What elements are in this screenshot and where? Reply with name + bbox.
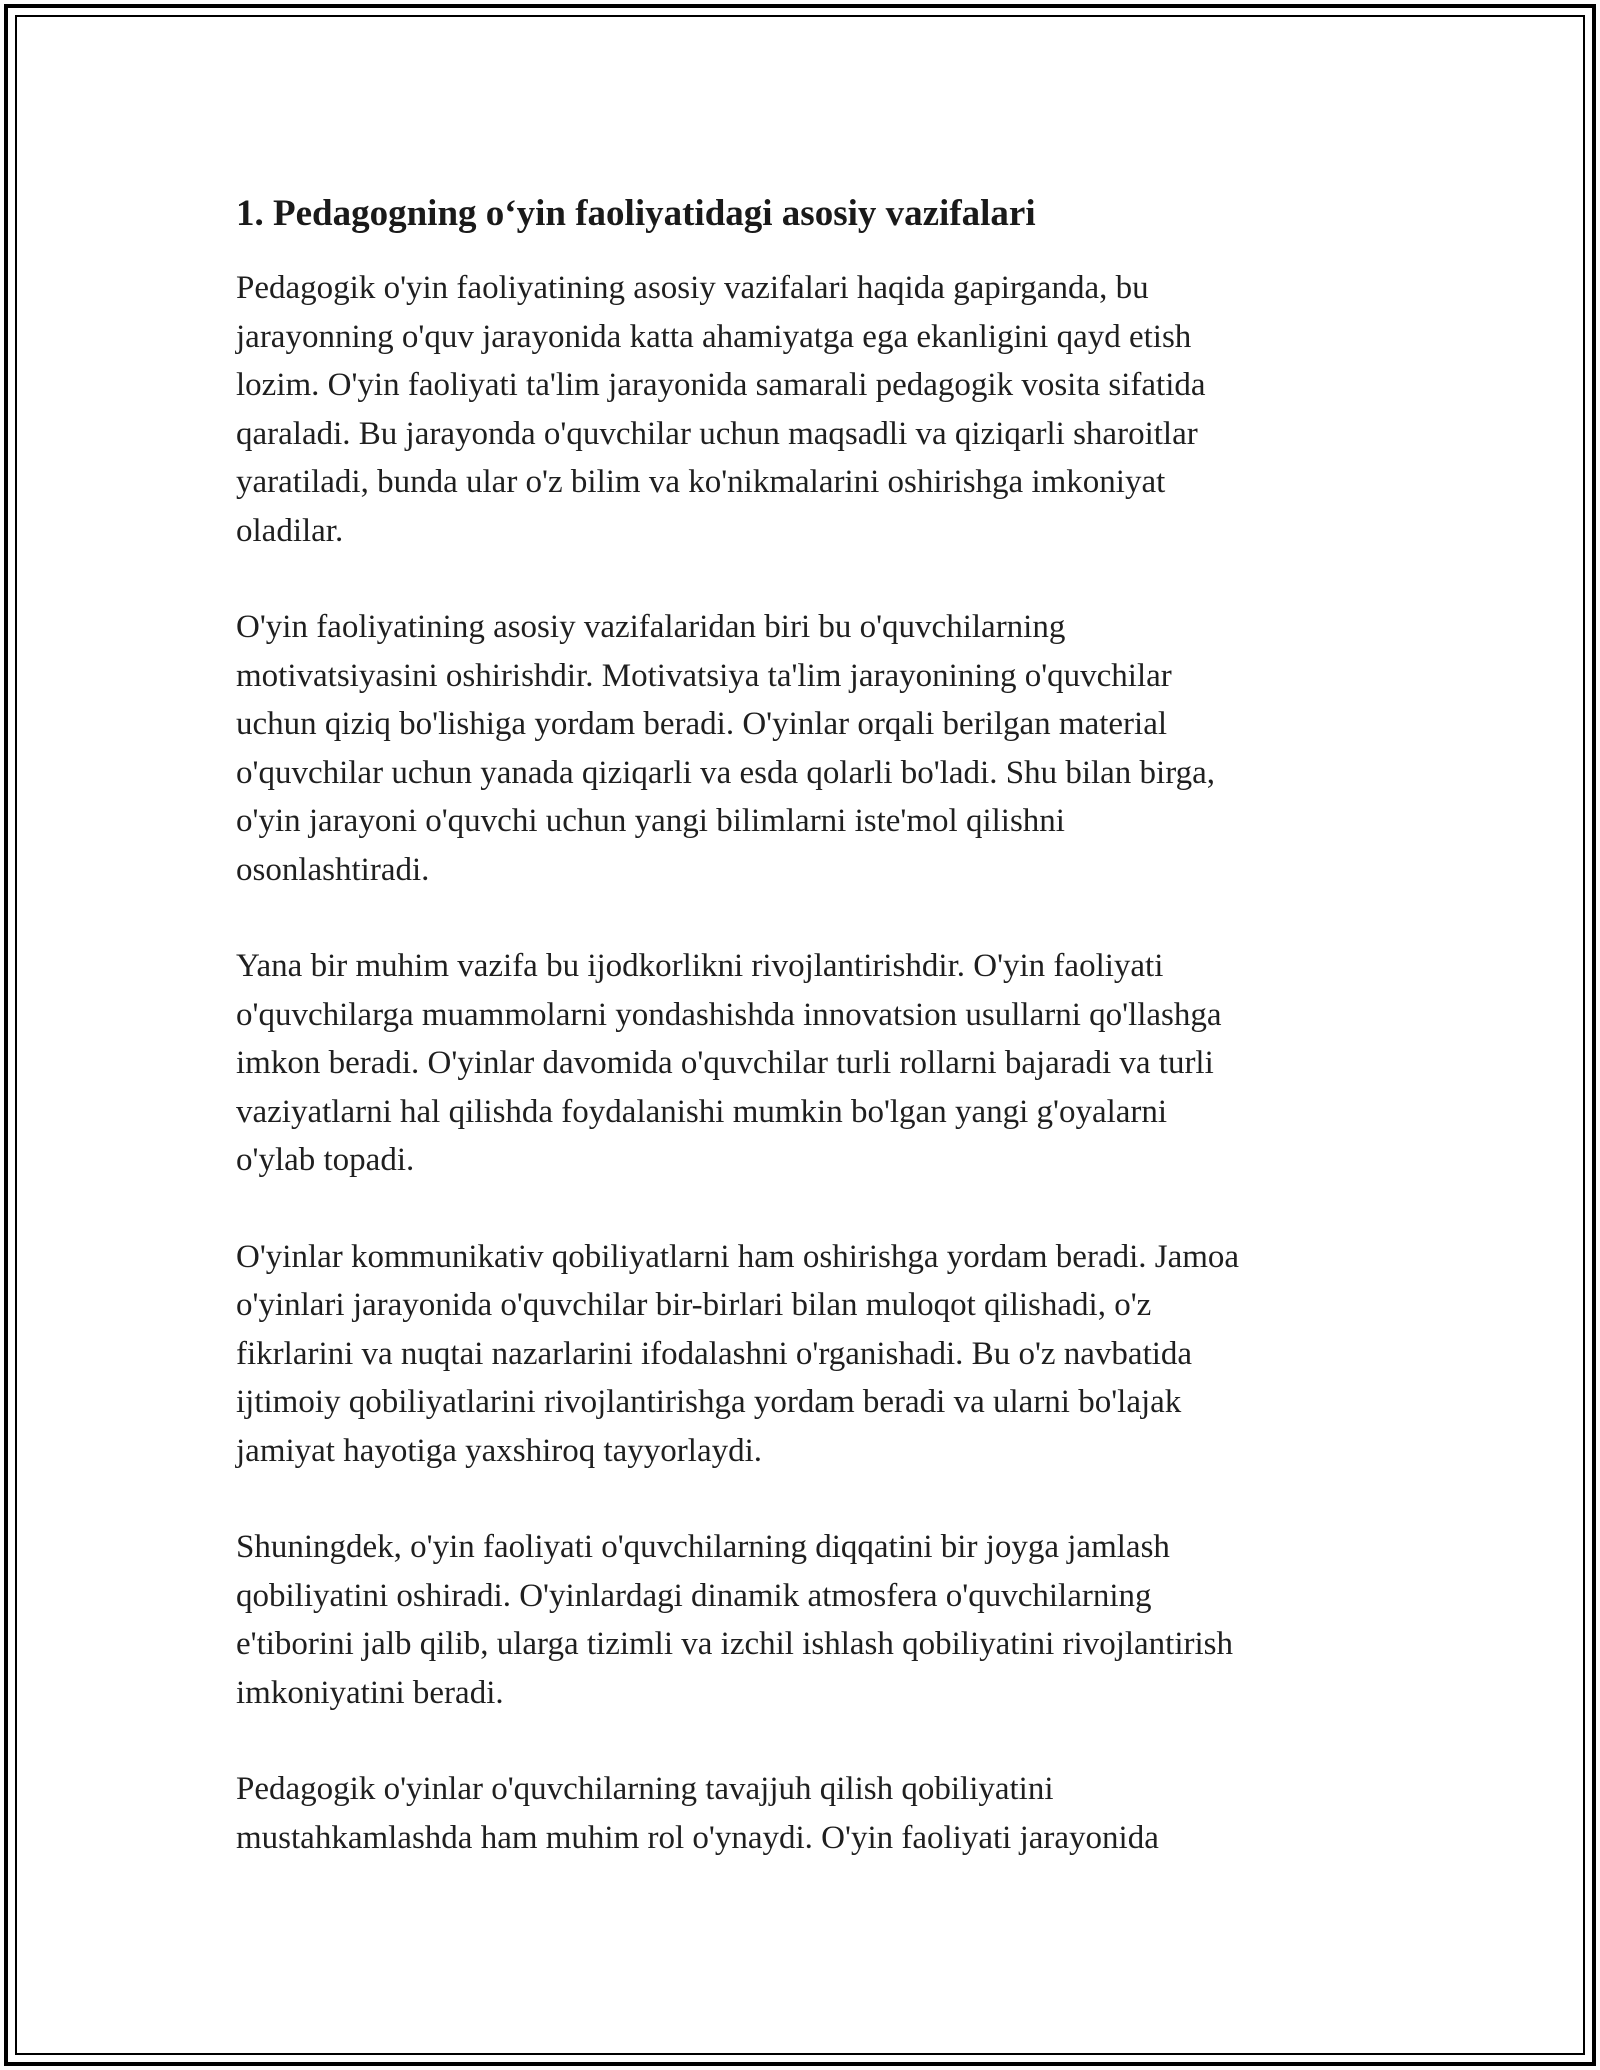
paragraph-2: O'yin faoliyatining asosiy vazifalaridan biri bu o'quvchilarning motivatsiyasini oshirishdir. Motivatsiya ta'lim jarayonining o'quvchilar uchun qiziq bo'lishiga yordam beradi. O'yinlar orqali berilgan material o'quvchilar uchun yanada qiziqarli va esda qolarli bo'ladi. Shu bilan birga, o'yin jarayoni o'quvchi uchun yangi bilimlarni iste'mol qilishni osonlashtiradi. <box>236 609 1216 888</box>
paragraph-3: Yana bir muhim vazifa bu ijodkorlikni rivojlantirishdir. O'yin faoliyati o'quvchilarga muammolarni yondashishda innovatsion usullarni qo'llashga imkon beradi. O'yinlar davomida o'quvchilar turli rollarni bajaradi va turli vaziyatlarni hal qilishda foydalanishi mumkin bo'lgan yangi g'oyalarni o'ylab topadi. <box>236 948 1222 1178</box>
paragraph-6: Pedagogik o'yinlar o'quvchilarning tavajjuh qilish qobiliyatini mustahkamlashda ham muhim rol o'ynaydi. O'yin faoliyati jarayonida <box>236 1771 1159 1856</box>
paragraph-4: O'yinlar kommunikativ qobiliyatlarni ham oshirishga yordam beradi. Jamoa o'yinlari jarayonida o'quvchilar bir-birlari bilan muloqot qilishadi, o'z fikrlarini va nuqtai nazarlarini ifodalashni o'rganishadi. Bu o'z navbatida ijtimoiy qobiliyatlarini rivojlantirishga yordam beradi va ularni bo'lajak jamiyat hayotiga yaxshiroq tayyorlaydi. <box>236 1238 1240 1469</box>
section-heading: 1. Pedagogning o‘yin faoliyatidagi asosiy vazifalari <box>236 193 1036 234</box>
paragraph-1: Pedagogik o'yin faoliyatining asosiy vazifalari haqida gapirganda, bu jarayonning o'quv jarayonida katta ahamiyatga ega ekanligini qayd etish lozim. O'yin faoliyati ta'lim jarayonida samarali pedagogik vosita sifatida qaraladi. Bu jarayonda o'quvchilar uchun maqsadli va qiziqarli sharoitlar yaratiladi, bunda ular o'z bilim va ko'nikmalarini oshirishga imkoniyat oladilar. <box>236 270 1206 549</box>
document-body <box>236 188 1366 1910</box>
paragraph-5: Shuningdek, o'yin faoliyati o'quvchilarning diqqatini bir joyga jamlash qobiliyatini oshiradi. O'yinlardagi dinamik atmosfera o'quvchilarning e'tiborini jalb qilib, ularga tizimli va izchil ishlash qobiliyatini rivojlantirish imkoniyatini beradi. <box>236 1529 1234 1711</box>
